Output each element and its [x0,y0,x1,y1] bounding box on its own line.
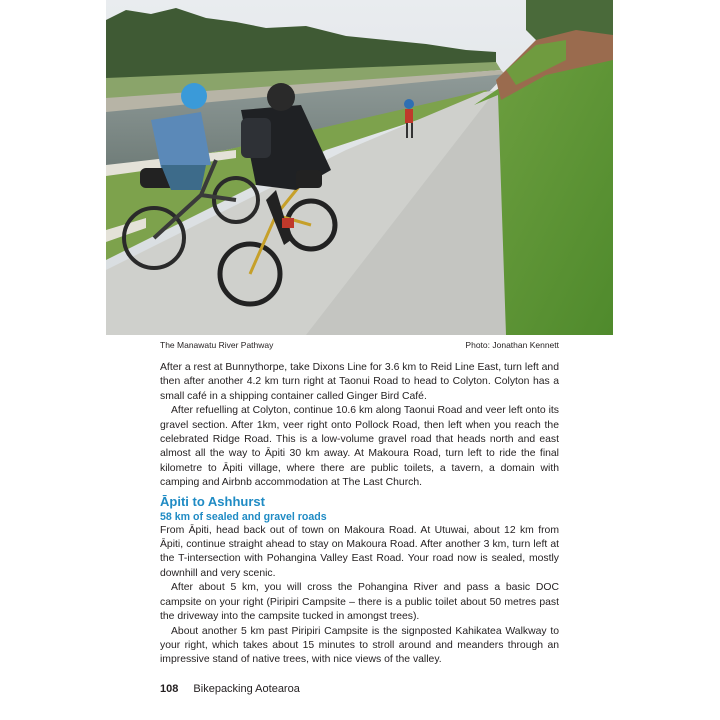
paragraph: After about 5 km, you will cross the Pohangina River and pass a basic DOC campsite on your right (Piripiri Campsite – there is a public toilet about 50 metres past the driveway into the campsite tucked in amongst trees). [160,582,559,623]
photo-caption-row [160,340,559,350]
cycling-photo [106,0,613,335]
paragraph: After a rest at Bunnythorpe, take Dixons Line for 3.6 km to Reid Line East, turn left and then after another 4.2 km turn right at Taonui Road to head to Colyton. Colyton has a small café in a shipping container called Ginger Bird Café. [160,362,559,402]
paragraph: About another 5 km past Piripiri Campsite is the signposted Kahikatea Walkway to your right, which takes about 15 minutes to stroll around and meanders through an impressive stand of native trees, with nice views of the valley. [160,625,559,666]
photo-credit: Photo: Jonathan Kennett [465,340,559,350]
book-title: Bikepacking Aotearoa [193,683,300,695]
page-number: 108 [160,683,179,695]
section-title: Āpiti to Ashhurst [160,493,265,509]
paragraph: From Āpiti, head back out of town on Makoura Road. At Utuwai, about 12 km from Āpiti, continue straight ahead to stay on Makoura Road. After another 3 km, turn left at the T-intersection with Pohangina Valley East Road. Your road now is sealed, mostly downhill and very scenic. [160,524,559,579]
paragraph: After refuelling at Colyton, continue 10.6 km along Taonui Road and veer left onto its gravel section. After 1km, veer right onto Pollock Road, then left when you reach the celebrated Ridge Road. This is a low-volume gravel road that heads north and east almost all the way to Āpiti 30 km away. At Makoura Road, turn left to ride the final kilometre to Āpiti village, where there are public toilets, a tavern, a domain with camping and Airbnb accommodation at The Last Church. [160,405,559,489]
section-subtitle: 58 km of sealed and gravel roads [160,510,327,523]
page-footer [160,683,300,695]
photo-caption: The Manawatu River Pathway [160,340,274,350]
body-text [160,361,559,668]
